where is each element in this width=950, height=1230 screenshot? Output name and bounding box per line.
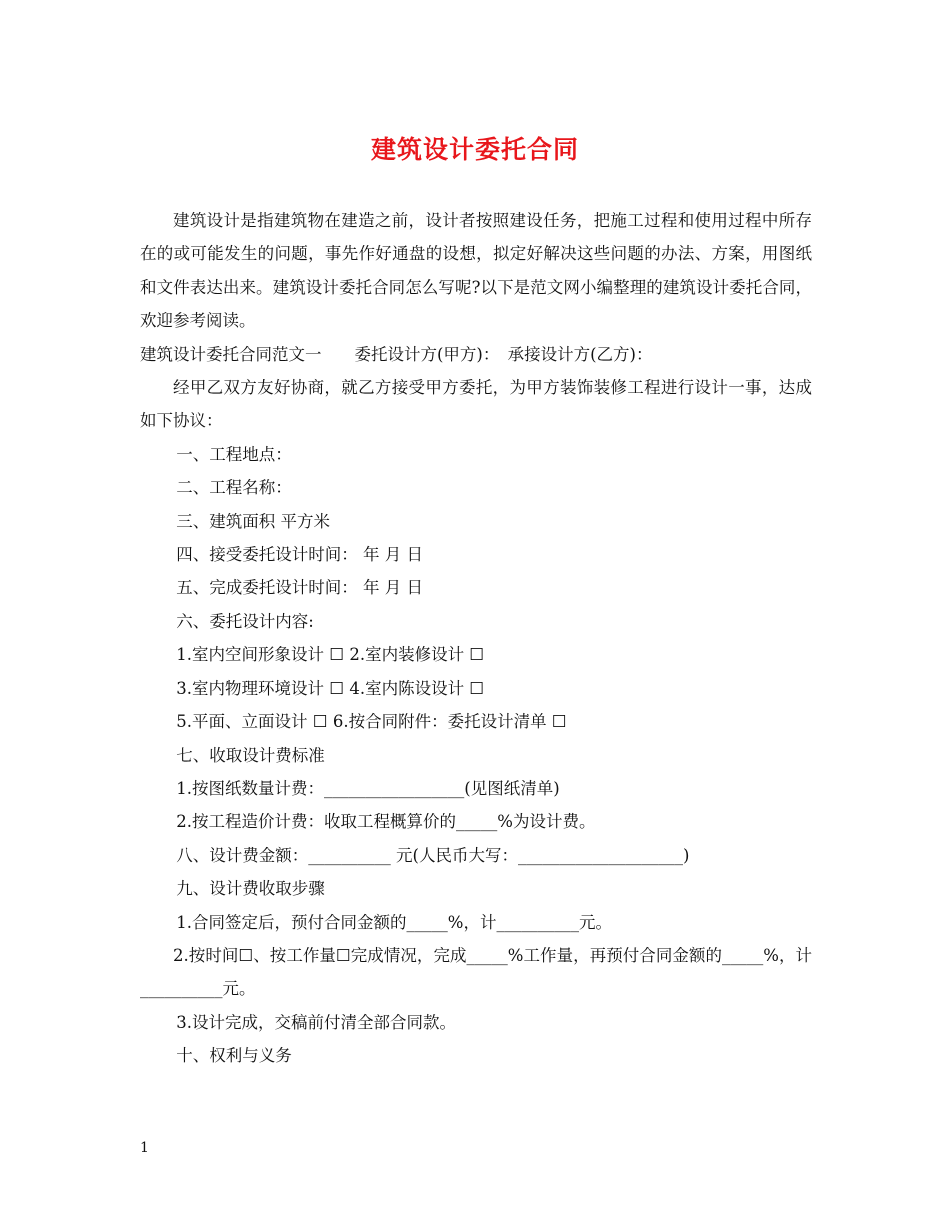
payment-step-3: 3.设计完成，交稿前付清全部合同款。: [176, 1012, 457, 1032]
page-number: 1: [140, 1140, 149, 1156]
design-option-line-3: 5.平面、立面设计 ☐ 6.按合同附件：委托设计清单 ☐: [176, 712, 567, 732]
clause-location: 一、工程地点：: [176, 444, 292, 464]
fee-by-drawings: 1.按图纸数量计费：_________________(见图纸清单): [176, 778, 560, 798]
clause-accept-time: 四、接受委托设计时间： 年 月 日: [176, 545, 424, 565]
clause-project-name: 二、工程名称：: [176, 478, 292, 498]
clause-fee-standard: 七、收取设计费标准: [176, 745, 325, 765]
clause-rights-obligations: 十、权利与义务: [176, 1046, 292, 1066]
clause-design-content: 六、委托设计内容:: [176, 611, 314, 631]
intro-paragraph: 建筑设计是指建筑物在建造之前，设计者按照建设任务，把施工过程和使用过程中所存在的或可能发生的问题，事先作好通盘的设想，拟定好解决这些问题的办法、方案，用图纸和文件表达出来。建筑设计委托合同怎么写呢?以下是范文网小编整理的建筑设计委托合同，欢迎参考阅读。: [140, 211, 812, 331]
clause-fee-amount: 八、设计费金额：__________ 元(人民币大写：____________________): [176, 845, 690, 865]
payment-step-1: 1.合同签定后，预付合同金额的_____%，计__________元。: [176, 912, 612, 932]
design-option-line-1: 1.室内空间形象设计 ☐ 2.室内装修设计 ☐: [176, 645, 485, 665]
clause-complete-time: 五、完成委托设计时间： 年 月 日: [176, 578, 424, 598]
document-body: [140, 204, 812, 1073]
agreement-paragraph: 经甲乙双方友好协商，就乙方接受甲方委托，为甲方装饰装修工程进行设计一事，达成如下协议：: [140, 378, 812, 431]
design-option-line-2: 3.室内物理环境设计 ☐ 4.室内陈设设计 ☐: [176, 678, 485, 698]
clause-building-area: 三、建筑面积 平方米: [176, 511, 331, 531]
payment-step-2: 2.按时间☐、按工作量☐完成情况，完成_____%工作量，再预付合同金额的_____%，计__________元。: [140, 945, 812, 999]
fee-by-cost: 2.按工程造价计费：收取工程概算价的_____%为设计费。: [176, 812, 596, 832]
clause-payment-steps: 九、设计费收取步骤: [176, 879, 325, 899]
contract-heading-line: 建筑设计委托合同范文一 委托设计方(甲方)： 承接设计方(乙方)：: [140, 344, 653, 364]
document-title: 建筑设计委托合同: [370, 135, 579, 164]
